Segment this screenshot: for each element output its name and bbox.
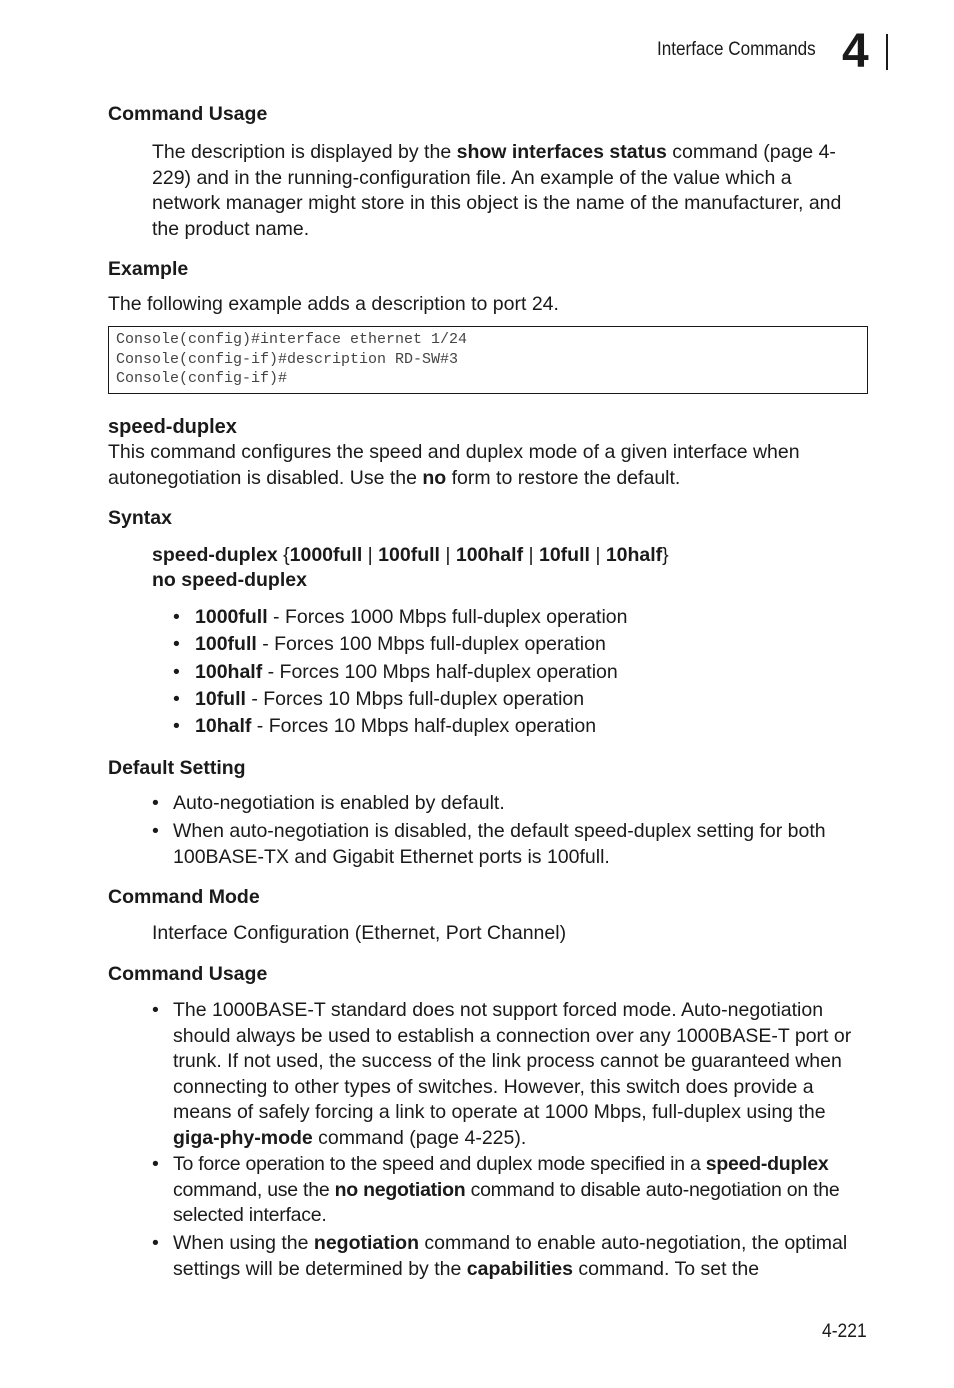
list-item xyxy=(152,791,862,817)
text-run: | xyxy=(589,544,606,566)
param-name: 100half xyxy=(195,661,263,683)
default-item-text xyxy=(152,819,862,870)
section-heading-command-usage: Command Usage xyxy=(108,103,268,125)
param-desc: - Forces 100 Mbps half-duplex operation xyxy=(262,661,618,683)
usage-item-text xyxy=(152,998,864,1151)
bold-run: 10full xyxy=(538,544,590,566)
list-item xyxy=(173,605,853,631)
syntax-no-form: no speed-duplex xyxy=(152,569,307,591)
bold-run: negotiation xyxy=(313,1232,419,1254)
list-item xyxy=(152,819,862,870)
running-header-title: Interface Commands xyxy=(657,39,816,60)
bold-run: no xyxy=(422,466,447,489)
usage-item-text xyxy=(152,1152,864,1229)
bold-run: giga-phy-mode xyxy=(173,1126,313,1149)
text-run: This command configures the speed and duplex mode of a given interface when autonegotiation is disabled. Use the xyxy=(108,441,800,489)
chapter-tab-rule xyxy=(886,34,888,70)
list-item xyxy=(152,1231,864,1282)
text-run: | xyxy=(439,544,456,566)
text-run: { xyxy=(277,544,290,566)
text-run: form to restore the default. xyxy=(446,466,681,489)
param-name: 100full xyxy=(195,633,257,655)
text-run: The description is displayed by the xyxy=(152,141,457,163)
list-item xyxy=(173,632,853,658)
syntax-line xyxy=(152,543,669,569)
list-item xyxy=(173,687,853,713)
list-item xyxy=(173,660,853,686)
command-title: speed-duplex xyxy=(108,416,237,438)
section-heading-default-setting: Default Setting xyxy=(108,757,246,779)
bullet: • xyxy=(173,606,180,628)
bold-run: no negotiation xyxy=(334,1178,466,1201)
command-description xyxy=(108,440,853,491)
param-desc: - Forces 10 Mbps half-duplex operation xyxy=(251,715,597,737)
bullet: • xyxy=(152,820,159,842)
bold-run: capabilities xyxy=(466,1257,573,1280)
param-desc: - Forces 100 Mbps full-duplex operation xyxy=(256,633,606,655)
param-desc: - Forces 10 Mbps full-duplex operation xyxy=(245,688,585,710)
text-run: When using the xyxy=(173,1232,314,1254)
param-desc: - Forces 1000 Mbps full-duplex operation xyxy=(267,606,628,628)
section-heading-syntax: Syntax xyxy=(108,507,172,529)
bullet: • xyxy=(173,633,180,655)
code-line: Console(config-if)#description RD-SW#3 xyxy=(116,350,459,368)
text-run: The 1000BASE-T standard does not support forced mode. Auto-negotiation should always be used to establish a connection over any 1000BASE-T port or trunk. If not used, the success of the link process cannot be guaranteed when connecting to other types of switches. However, this switch does provide a means of safely forcing a link to operate at 1000 Mbps, full-duplex using the xyxy=(173,999,852,1123)
text-run: command to disable auto-negotiation on the selected interface. xyxy=(173,1178,840,1226)
list-item xyxy=(152,1152,864,1229)
bold-run: speed-duplex xyxy=(705,1153,829,1175)
text-run: | xyxy=(523,544,539,566)
code-line: Console(config-if)# xyxy=(116,370,288,387)
section-heading-command-usage-2: Command Usage xyxy=(108,963,268,985)
bullet: • xyxy=(173,688,180,710)
text-run: } xyxy=(662,544,669,566)
code-example-box xyxy=(108,326,868,394)
bullet: • xyxy=(152,1232,159,1254)
text-run: When auto-negotiation is disabled, the default speed-duplex setting for both 100BASE-TX and Gigabit Ethernet ports is 100full. xyxy=(173,820,826,868)
text-run: To force operation to the speed and duplex mode specified in a xyxy=(173,1153,706,1175)
bullet: • xyxy=(152,1153,159,1175)
bold-run: 100half xyxy=(455,544,524,566)
param-name: 10half xyxy=(195,715,252,737)
param-name: 1000full xyxy=(195,606,268,628)
bullet: • xyxy=(173,715,180,737)
bullet: • xyxy=(152,999,159,1021)
code-line: Console(config)#interface ethernet 1/24 xyxy=(116,331,468,348)
bold-run: speed-duplex xyxy=(152,544,278,566)
text-run: command to enable auto-negotiation, the optimal settings will be determined by the xyxy=(173,1232,848,1280)
text-run: command (page 4-225). xyxy=(312,1126,527,1149)
page-number: 4-221 xyxy=(822,1321,867,1342)
text-run: command, use the xyxy=(173,1178,335,1201)
bold-run: 100full xyxy=(378,544,440,566)
command-mode-text: Interface Configuration (Ethernet, Port Channel) xyxy=(152,922,567,944)
list-item xyxy=(173,714,853,740)
section-heading-command-mode: Command Mode xyxy=(108,886,260,908)
list-item xyxy=(152,998,864,1151)
usage-item-text xyxy=(152,1231,864,1282)
section-heading-example: Example xyxy=(108,258,189,280)
example-intro: The following example adds a description to port 24. xyxy=(108,293,559,315)
text-run: command. To set the xyxy=(572,1257,760,1280)
text-run: Auto-negotiation is enabled by default. xyxy=(173,792,505,814)
bullet: • xyxy=(152,792,159,814)
param-name: 10full xyxy=(195,688,246,710)
command-usage-paragraph xyxy=(152,140,852,242)
chapter-number: 4 xyxy=(842,25,869,78)
default-item-text xyxy=(152,791,862,817)
bold-run: show interfaces status xyxy=(456,141,667,163)
bold-run: 10half xyxy=(605,544,663,566)
bullet: • xyxy=(173,661,180,683)
text-run: | xyxy=(362,544,379,566)
text-run: command (page 4-229) and in the running-configuration file. An example of the value which a network manager might store in this object is the name of the manufacturer, and the product name. xyxy=(152,141,842,240)
bold-run: 1000full xyxy=(289,544,363,566)
